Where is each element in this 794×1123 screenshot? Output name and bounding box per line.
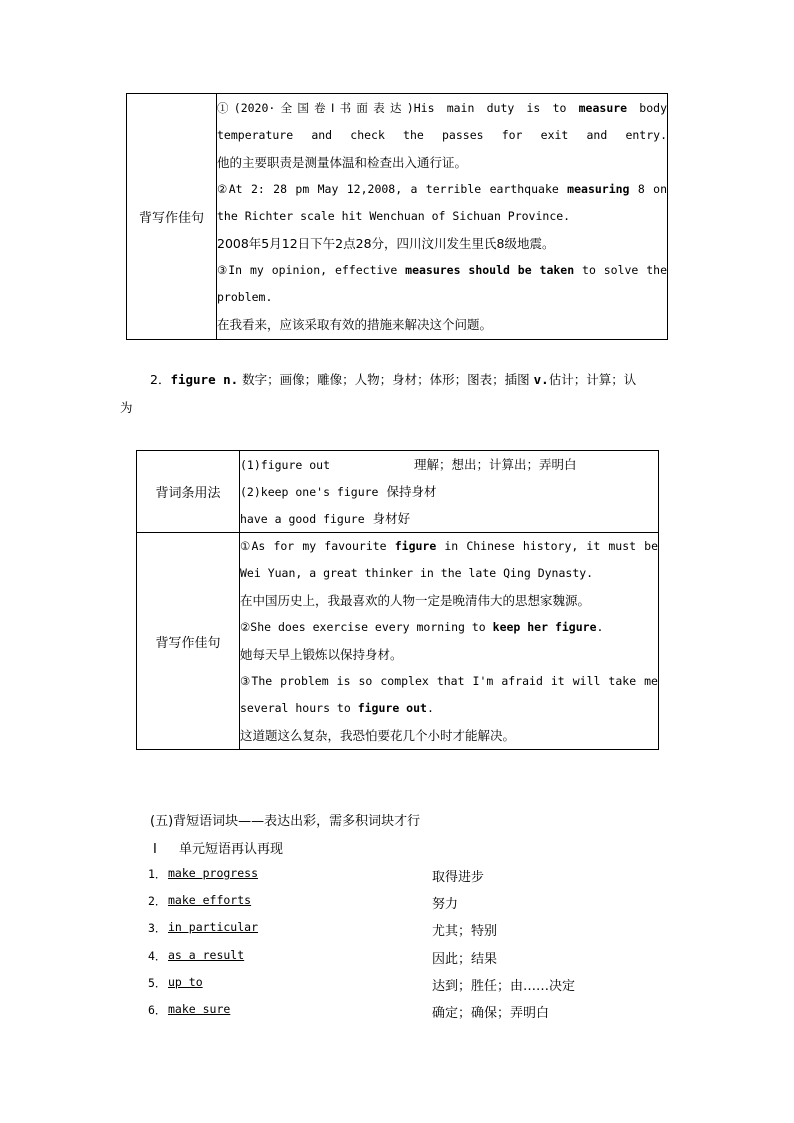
subsection-title: Ⅰ 单元短语再认再现 [153,842,284,857]
vocab-entry-continuation: 为 [120,400,133,415]
sentence-line: ②She does exercise every morning to keep her figure. [240,620,604,634]
table-cell-sentences [240,533,659,750]
sentence-line: ②At 2: 28 pm May 12,2008, a terrible earthquake measuring 8 on [217,182,667,196]
translation-line: 她每天早上锻炼以保持身材。 [240,647,403,662]
list-item: 5． up to 达到；胜任；由……决定 [148,975,576,994]
table-cell-sentences [217,94,668,340]
sentence-line: temperature and check the passes for exit and entry. [217,128,667,142]
sentence-line: problem. [217,290,273,304]
section-title: (五)背短语词块——表达出彩，需多积词块才行 [150,814,421,829]
table-head-usage: 背词条用法 [137,451,240,533]
headword: figure n. [170,372,239,387]
usage-line: (2)keep one's figure 保持身材 [240,484,437,499]
list-item: 6． make sure 确定；确保；弄明白 [148,1002,550,1021]
translation-line: 在中国历史上，我最喜欢的人物一定是晚清伟大的思想家魏源。 [240,593,591,608]
vocab-entry-figure: 2．figure n. 数字；画像；雕像；人物；身材；体形；图表；插图 v.估计；计算；认 [150,372,637,387]
usage-table-figure [136,450,659,750]
list-item: 2． make efforts 努力 [148,893,459,912]
translation-line: 2008年5月12日下午2点28分，四川汶川发生里氏8级地震。 [217,236,555,251]
sentence-table-measure [126,93,668,340]
list-item: 1． make progress 取得进步 [148,866,485,885]
translation-line: 这道题这么复杂，我恐怕要花几个小时才能解决。 [240,728,516,743]
translation-line: 他的主要职责是测量体温和检查出入通行证。 [217,155,468,170]
usage-line: (1)figure out 理解；想出；计算出；弄明白 [240,457,577,472]
table-cell-usage [240,451,659,533]
usage-line: have a good figure 身材好 [240,511,411,526]
list-item: 3． in particular 尤其；特别 [148,920,498,939]
sentence-line: ③In my opinion, effective measures should be taken to solve the [217,263,667,277]
sentence-line: ③The problem is so complex that I'm afraid it will take me [240,674,658,688]
table-head-writing-sentences: 背写作佳句 [137,533,240,750]
translation-line: 在我看来，应该采取有效的措施来解决这个问题。 [217,317,493,332]
sentence-line: the Richter scale hit Wenchuan of Sichuan Province. [217,209,571,223]
sentence-line: ①As for my favourite figure in Chinese history, it must be [240,539,658,553]
table-head-writing-sentences: 背写作佳句 [127,94,217,340]
sentence-line: ①(2020·全国卷Ⅰ书面表达)His main duty is to measure body [217,101,667,115]
list-item: 4． as a result 因此；结果 [148,948,498,967]
sentence-line: several hours to figure out. [240,701,434,715]
sentence-line: Wei Yuan, a great thinker in the late Qing Dynasty. [240,566,594,580]
